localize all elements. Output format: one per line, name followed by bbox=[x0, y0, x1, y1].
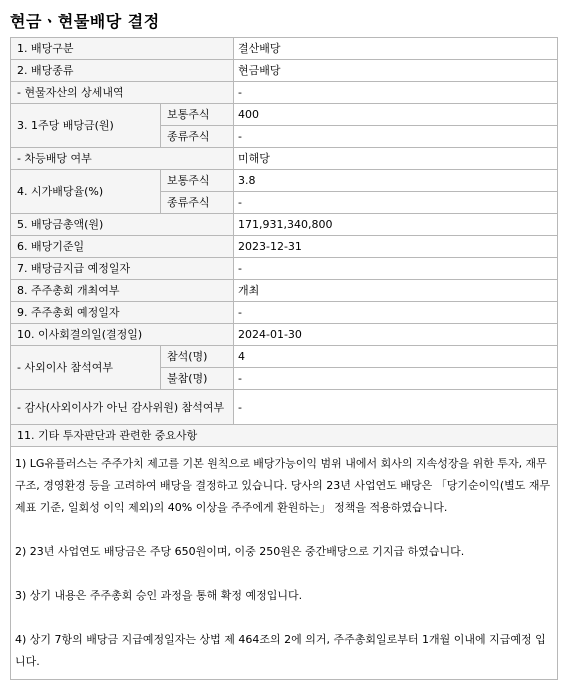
yield-common-value: 3.8 bbox=[234, 170, 558, 192]
note-paragraph: 3) 상기 내용은 주주총회 승인 과정을 통해 확정 예정입니다. bbox=[15, 589, 303, 602]
dps-label: 3. 1주당 배당금(원) bbox=[11, 104, 161, 148]
table-row bbox=[11, 82, 558, 104]
agm-date-label: 9. 주주총회 예정일자 bbox=[11, 302, 234, 324]
agm-date-value: - bbox=[234, 302, 558, 324]
auditor-attendance-label: - 감사(사외이사가 아닌 감사위원) 참석여부 bbox=[11, 390, 234, 425]
payment-date-value: - bbox=[234, 258, 558, 280]
auditor-attendance-value: - bbox=[234, 390, 558, 425]
table-row bbox=[11, 425, 558, 447]
table-row bbox=[11, 148, 558, 170]
table-row bbox=[11, 324, 558, 346]
dps-common-value: 400 bbox=[234, 104, 558, 126]
table-row bbox=[11, 302, 558, 324]
table-row bbox=[11, 390, 558, 425]
dividend-type-value: 결산배당 bbox=[234, 38, 558, 60]
page-title: 현금ㆍ현물배당 결정 bbox=[10, 12, 160, 31]
yield-common-label: 보통주식 bbox=[161, 170, 234, 192]
yield-class-value: - bbox=[234, 192, 558, 214]
agm-held-label: 8. 주주총회 개최여부 bbox=[11, 280, 234, 302]
outside-director-label: - 사외이사 참석여부 bbox=[11, 346, 161, 390]
outside-director-absent-value: - bbox=[234, 368, 558, 390]
dps-common-label: 보통주식 bbox=[161, 104, 234, 126]
note-paragraph: 4) 상기 7항의 배당금 지급예정일자는 상법 제 464조의 2에 의거, 주주총회일로부터 1개월 이내에 지급예정 입니다. bbox=[15, 633, 546, 668]
in-kind-detail-label: - 현물자산의 상세내역 bbox=[11, 82, 234, 104]
table-row bbox=[11, 280, 558, 302]
differential-dividend-value: 미해당 bbox=[234, 148, 558, 170]
total-dividend-label: 5. 배당금총액(원) bbox=[11, 214, 234, 236]
other-matters-label: 11. 기타 투자판단과 관련한 중요사항 bbox=[11, 425, 558, 447]
other-matters-body bbox=[11, 447, 558, 680]
table-row bbox=[11, 258, 558, 280]
table-row bbox=[11, 447, 558, 680]
table-row bbox=[11, 104, 558, 126]
table-row bbox=[11, 60, 558, 82]
dps-class-value: - bbox=[234, 126, 558, 148]
dividend-type-label: 1. 배당구분 bbox=[11, 38, 234, 60]
table-row bbox=[11, 38, 558, 60]
table-row bbox=[11, 170, 558, 192]
agm-held-value: 개최 bbox=[234, 280, 558, 302]
outside-director-absent-label: 불참(명) bbox=[161, 368, 234, 390]
board-resolution-value: 2024-01-30 bbox=[234, 324, 558, 346]
table-row bbox=[11, 346, 558, 368]
disclosure-table bbox=[10, 37, 558, 680]
board-resolution-label: 10. 이사회결의일(결정일) bbox=[11, 324, 234, 346]
note-paragraph: 2) 23년 사업연도 배당금은 주당 650원이며, 이중 250원은 중간배당으로 기지급 하였습니다. bbox=[15, 545, 465, 558]
record-date-value: 2023-12-31 bbox=[234, 236, 558, 258]
total-dividend-value: 171,931,340,800 bbox=[234, 214, 558, 236]
yield-class-label: 종류주식 bbox=[161, 192, 234, 214]
table-row bbox=[11, 214, 558, 236]
payment-date-label: 7. 배당금지급 예정일자 bbox=[11, 258, 234, 280]
record-date-label: 6. 배당기준일 bbox=[11, 236, 234, 258]
dividend-kind-value: 현금배당 bbox=[234, 60, 558, 82]
in-kind-detail-value: - bbox=[234, 82, 558, 104]
table-row bbox=[11, 236, 558, 258]
yield-label: 4. 시가배당율(%) bbox=[11, 170, 161, 214]
outside-director-present-value: 4 bbox=[234, 346, 558, 368]
note-paragraph: 1) LG유플러스는 주주가치 제고를 기본 원칙으로 배당가능이익 범위 내에서 회사의 지속성장을 위한 투자, 재무구조, 경영환경 등을 고려하여 배당을 결정하고 있습니다. 당사의 23년 사업연도 배당은 「당기순이익(별도 재무제표 기준, 일회성 이익 제외)의 40% 이상을 주주에게 환원하는」 정책을 적용하였습니다. bbox=[15, 457, 551, 514]
outside-director-present-label: 참석(명) bbox=[161, 346, 234, 368]
dividend-kind-label: 2. 배당종류 bbox=[11, 60, 234, 82]
differential-dividend-label: - 차등배당 여부 bbox=[11, 148, 234, 170]
dps-class-label: 종류주식 bbox=[161, 126, 234, 148]
